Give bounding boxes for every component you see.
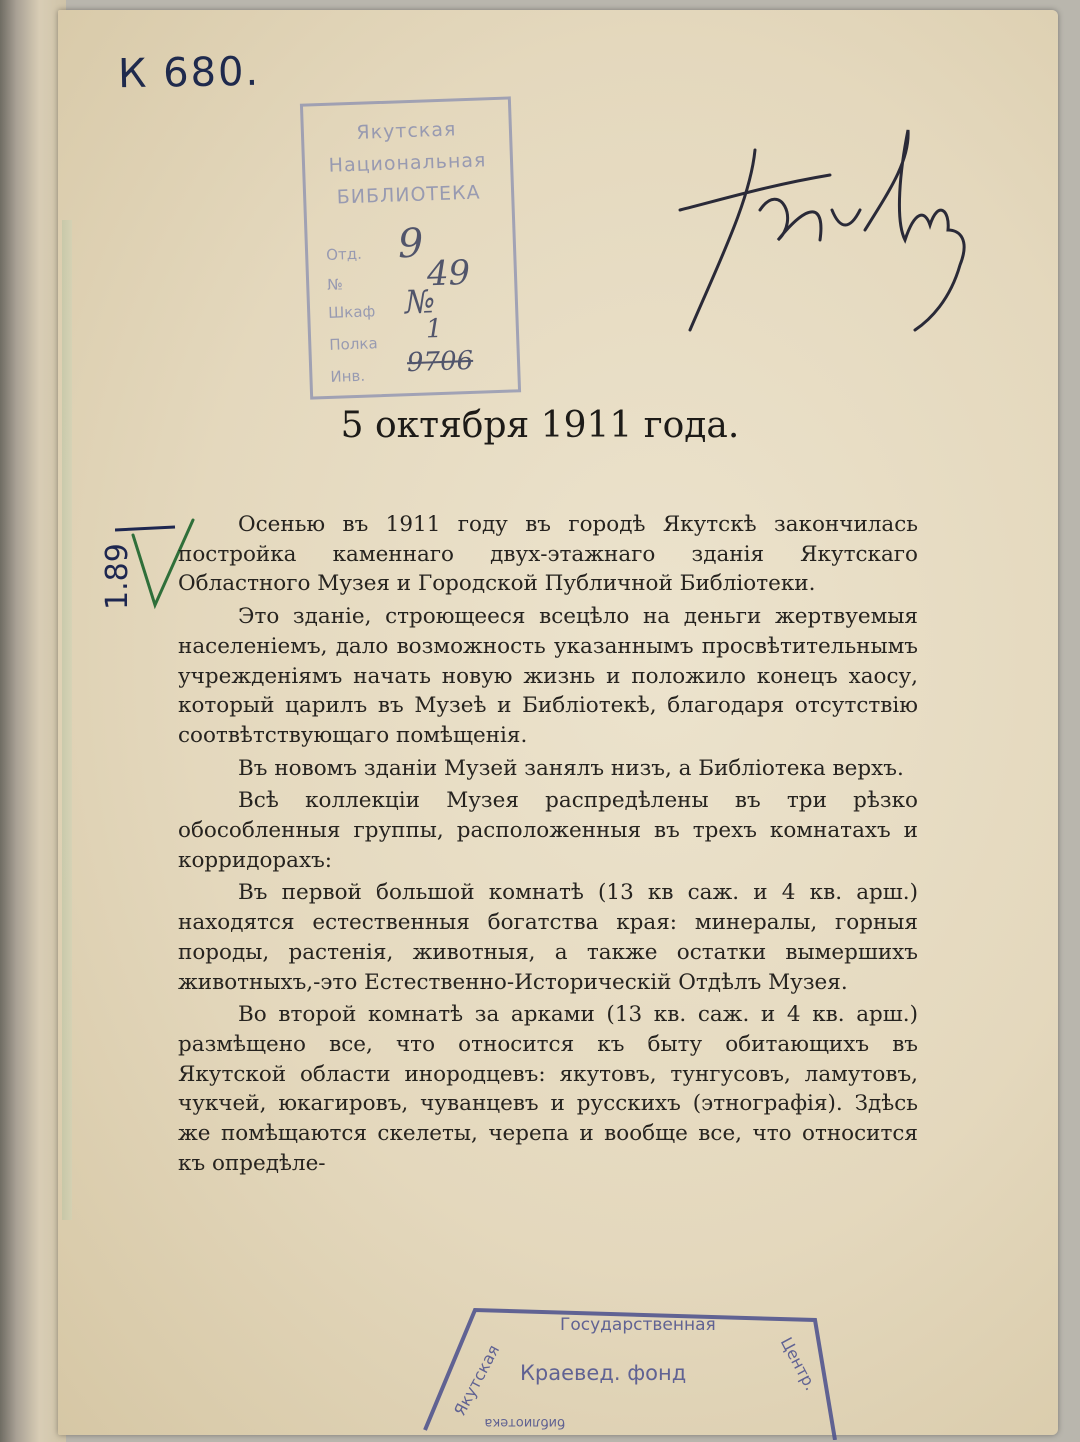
stamp-middle-text: Краевед. фонд (520, 1361, 687, 1385)
stamp-shkaf-label: Шкаф (327, 302, 376, 322)
signature-icon (660, 90, 990, 350)
stamp-shkaf-value: № (404, 282, 436, 322)
stamp-polka-label: Полка (329, 334, 378, 354)
stamp-otd-label: Отд. (325, 244, 363, 264)
stamp-right-text: Центр. (776, 1334, 821, 1394)
stamp-top-text: Государственная (560, 1315, 716, 1335)
paragraph: Осенью въ 1911 году въ городѣ Якутскѣ закончилась постройка каменнаго двух-этажнаго зданія Якутскаго Областного Музея и Городской Публичной Библіотеки. (178, 512, 918, 597)
stamp-polka-value: 1 (425, 313, 443, 345)
stamp-inv-label: Инв. (330, 366, 366, 386)
book-spine (0, 0, 66, 1442)
call-number: К 680. (117, 48, 261, 98)
paragraph: Во второй комнатѣ за арками (13 кв. саж. и 4 кв. арш.) размѣщено все, что относится къ быту обитающихъ въ Якутской области инородцевъ: якутовъ, тунгусовъ, ламутовъ, чукчей, юкагировъ, чуванцевъ и русскихъ (этнографія). Здѣсь же помѣщаются скелеты, черепа и вообще все, что относится къ опредѣле- (178, 1002, 918, 1176)
library-stamp (300, 96, 521, 399)
stamp-otd-value: 9 (397, 220, 425, 268)
stamp-inv-value: 9706 (406, 345, 474, 379)
stamp-line-3: БИБЛИОТЕКА (336, 181, 481, 209)
paragraph: Въ первой большой комнатѣ (13 кв саж. и 4 кв. арш.) находятся естественныя богатства края: минералы, горныя породы, растенія, животныя, а также остатки вымершихъ животныхъ,-это Естественно-Историческій Отдѣлъ Музея. (178, 880, 918, 995)
stamp-line-1: Якутская (356, 118, 457, 144)
stamp-left-text: Якутская (450, 1341, 504, 1419)
stamp-no-label: № (326, 275, 344, 294)
paragraph: Это зданіе, строющееся всецѣло на деньги жертвуемыя населеніемъ, дало возможность указаннымъ просвѣтительнымъ учрежденіямъ начать новую жизнь и положило конецъ хаосу, который царилъ въ Музеѣ и Библіотекѣ, благодаря отсутствію соотвѣтствующаго помѣщенія. (178, 604, 918, 748)
stamp-no-value: 49 (426, 252, 471, 295)
stamp-bottom-text: библиотека (484, 1415, 565, 1430)
margin-note: 1.89 (100, 543, 135, 610)
paragraph: Въ новомъ зданіи Музей занялъ низъ, а Библіотека верхъ. (238, 755, 904, 781)
stamp-line-2: Национальная (328, 149, 487, 177)
body-text (178, 510, 918, 1181)
page-heading: 5 октября 1911 года. (340, 405, 740, 446)
page-edge-stain (62, 220, 72, 1220)
archive-stamp (395, 1290, 845, 1440)
paragraph: Всѣ коллекціи Музея распредѣлены въ три рѣзко обособленныя группы, расположенныя въ трехъ комнатахъ и корридорахъ: (178, 788, 918, 873)
